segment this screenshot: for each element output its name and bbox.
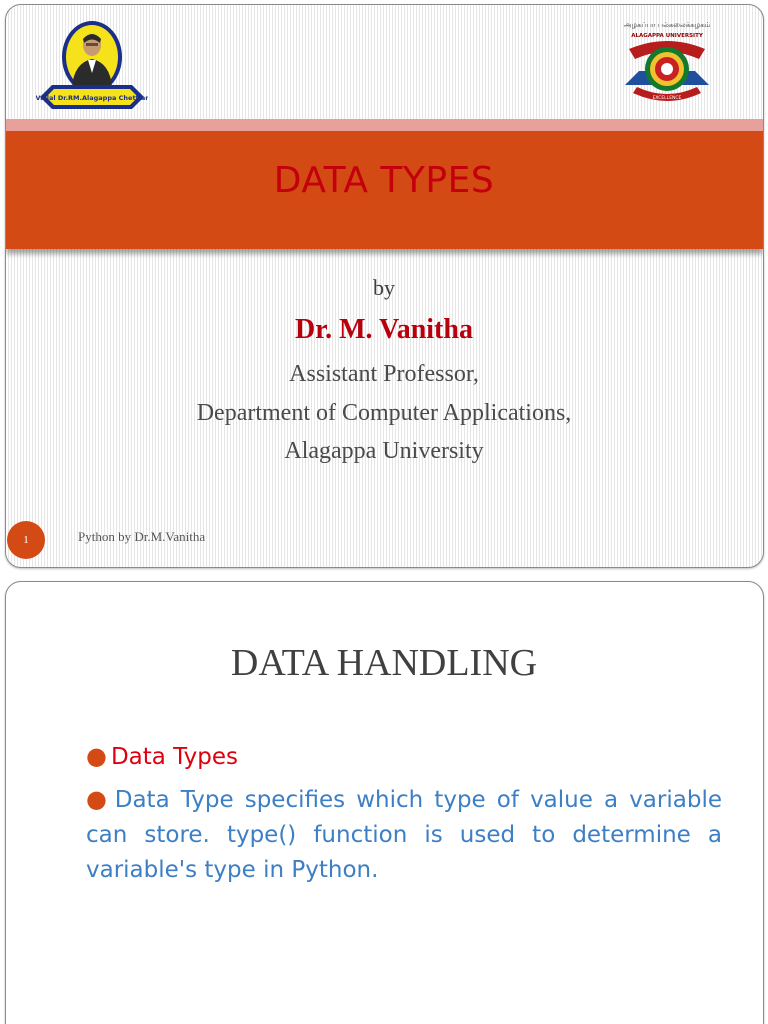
- svg-text:EXCELLENCE: EXCELLENCE: [652, 96, 682, 101]
- accent-strip: [6, 119, 763, 131]
- bullet-dot-icon: ●: [86, 742, 107, 770]
- bullet-dot-icon: ●: [86, 785, 111, 813]
- bullet-item: [86, 739, 722, 775]
- by-label: by: [373, 275, 395, 300]
- bullet-text: Data Types: [110, 744, 238, 770]
- slide-footer: Python by Dr.M.Vanitha: [78, 529, 206, 544]
- author-university: Alagappa University: [284, 438, 484, 464]
- bullet-text: Data Type specifies which type of value a variable can store. type() function is used to determine a variable's type in Python.: [86, 787, 722, 883]
- bullet-item: [86, 782, 722, 888]
- content-slide-title: DATA HANDLING: [230, 642, 538, 684]
- university-crest-icon: [619, 15, 715, 113]
- author-department: Department of Computer Applications,: [196, 400, 572, 426]
- founder-portrait-emblem-icon: [36, 17, 148, 113]
- slide-number-badge: 1: [7, 521, 45, 559]
- author-position: Assistant Professor,: [289, 361, 479, 387]
- right-logo-text: ALAGAPPA UNIVERSITY: [631, 33, 703, 39]
- left-logo-text: Vallal Dr.RM.Alagappa Chettiar: [36, 94, 148, 102]
- svg-text:அழகப்பா பல்கலைக்கழகம்: அழகப்பா பல்கலைக்கழகம்: [623, 21, 711, 29]
- slide-title: DATA TYPES: [273, 160, 495, 201]
- author-name: Dr. M. Vanitha: [295, 314, 473, 345]
